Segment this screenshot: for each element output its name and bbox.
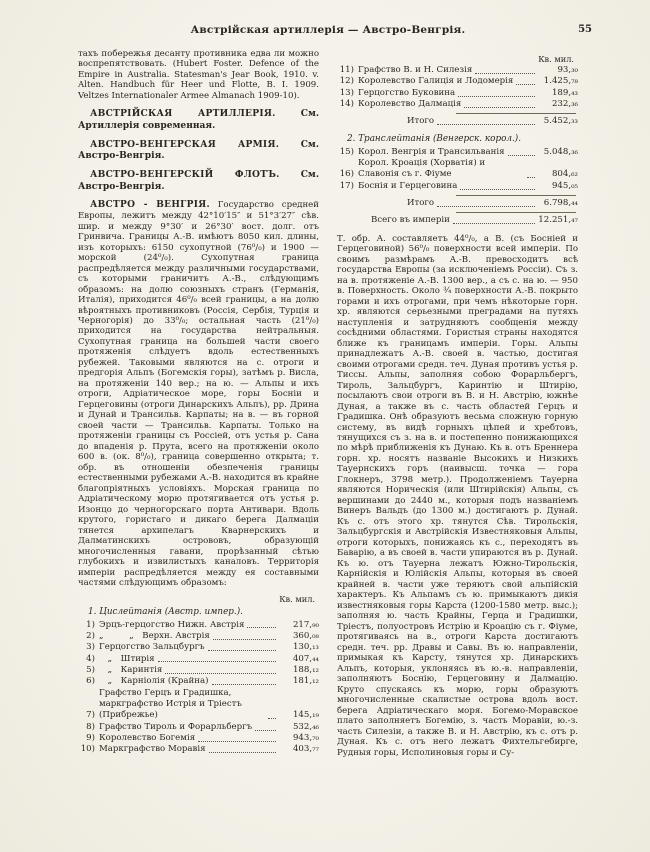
row-number: 5): [86, 664, 95, 675]
total-rule: [456, 212, 576, 213]
row-number: 2): [86, 630, 95, 641]
row-number: 16): [339, 169, 354, 180]
row-number: 14): [339, 99, 354, 110]
article-term: АВСТРО - ВЕНГРІЯ.: [90, 200, 210, 211]
dot-leader: [268, 718, 276, 719]
row-label: Маркграфство Моравія: [99, 744, 206, 755]
row-label: Боснія и Герцеговина: [358, 180, 458, 191]
cisleithania-table-right: [337, 65, 578, 110]
row-number: 9): [86, 733, 95, 744]
row-label: Графство Тироль и Форарльбергъ: [99, 721, 253, 732]
row-value: 1.425,₇₈: [543, 76, 578, 87]
dot-leader: [212, 684, 277, 685]
row-number: 17): [339, 180, 354, 191]
row-value: 804,₆₂: [551, 169, 578, 180]
row-label: „ Штирія: [99, 653, 155, 664]
cisleithania-title: 1. Цислейтанія (Австр. импер.).: [88, 606, 243, 617]
row-label: Корол. Венгрія и Трансильванія: [358, 146, 505, 157]
row-label: „ Карніолія (Крайна): [99, 676, 209, 687]
entry-reference: См. Австро-Венгрія.: [78, 168, 319, 192]
dot-leader: [527, 177, 535, 178]
dot-leader: [453, 223, 535, 224]
row-number: 8): [86, 721, 95, 732]
table-row: [78, 688, 319, 722]
dot-leader: [516, 84, 535, 85]
total-value: 5.452,₃₃: [543, 116, 578, 127]
dot-leader: [464, 107, 535, 108]
crossref-austro-hungarian-fleet: [78, 169, 319, 192]
row-value: 945,₀₅: [551, 180, 578, 191]
row-value: 360,₀₈: [292, 630, 319, 641]
row-label: Герцогство Зальцбургъ: [99, 642, 205, 653]
row-number: 4): [86, 653, 95, 664]
row-number: 13): [339, 87, 354, 98]
table-row: [337, 158, 578, 181]
running-header-title: Австрійская артиллерія — Австро-Венгрія.: [190, 24, 466, 36]
row-number: 11): [339, 65, 354, 75]
row-value: 403,₇₇: [292, 744, 319, 755]
row-label: Графство В. и Н. Силезія: [358, 65, 473, 75]
table-row: [78, 744, 319, 755]
row-number: 3): [86, 642, 95, 653]
total-rule: [456, 195, 576, 196]
unit-header-left: Кв. мил.: [279, 593, 315, 604]
dot-leader: [213, 639, 276, 640]
row-value: 5.048,₃₆: [543, 146, 578, 157]
table-row: [337, 181, 578, 192]
dot-leader: [208, 650, 276, 651]
article-continuation-paragraph: Т. обр. А. составляетъ 44⁰/₀, а В. (съ Босніей и Герцеговиной) 56⁰/₀ поверхности всей имперіи. По своимъ размѣрамъ А.-В. превосходитъ всѣ государства Европы (за исключеніемъ Россіи). Съ з. на в. протяженіе А.-В. 1300 вер., а съ с. на ю. — 950 в. Поверхность. Около ¾ поверхности А.-В. покрыто горами и ихъ отрогами, при чемъ нѣкоторые горн. хр. являются серьезными преградами на путяхъ наступленія и затрудняютъ сообщенія между сосѣдними областями. Гористыя страны находятся ближе къ границамъ имперіи. Горы. Альпы принадлежатъ А.-В. своей в. частью, достигая своими отрогами средн. теч. Дуная противъ устья р. Тиссы. Альпы, заполняя собою Форарльбергъ, Тироль, Зальцбургъ, Каринтію и Штирію, посылаютъ свои отроги въ В. и Н. Австрію, южнѣе Дуная, а также въ с. часть областей Герцъ и Градишка. Онѣ образуютъ весьма сложную горную систему, въ видѣ горныхъ цѣпей и хребтовъ, тянущихся съ з. на в. и постепенно понижающихся по мѣрѣ приближенія къ Дунаю. Къ в. отъ Бреннера горн. хр. носятъ названіе Высокихъ и Низкихъ Тауернскихъ горъ (наивысш. точка — гора Глокнеръ, 3798 метр.). Продолженіемъ Тауерна являются Норическія (или Штирійскія) Альпы, съ вершинами до 2440 м., которыя подъ названіемъ Винеръ Вальдъ (до 1300 м.) достигаютъ р. Дунай. Къ с. отъ этого хр. тянутся Сѣв. Тирольскія, Зальцбургскія и Австрійскія Известняковыя Альпы, отроги которыхъ, понижаясь къ с., переходятъ въ Баварію, а въ своей в. части упираются въ р. Дунай. Къ ю. отъ Тауерна лежатъ Южно-Тирольскія, Карнійскія и Юлійскія Альпы, которыя въ своей крайней в. части уже теряютъ свой альпійскій характеръ. Къ Альпамъ съ ю. примыкаютъ дикія известняковыя горы Карста (1200-1580 метр. выс.); заполняя ю. часть Крайны, Герца и Градишки, Тріестъ, полуостровъ Истрію и Кроацію съ г. Фіуме, протягиваясь на в., отроги Карста достигаютъ средн. теч. рр. Дравы и Савы. Въ ю. направленіи, примыкая къ Карсту, тянутся хр. Динарскихъ Альпъ, которыя, уклоняясь въ ю.-в. направленіи, заполняютъ Боснію, Герцеговину и Далмацію. Круто спускаясь къ морю, горы образуютъ многочисленные скалистые острова вдоль вост. берега Адріатическаго моря. Богемо-Моравское плато заполняетъ Богемію, з. часть Моравіи, ю.-з. часть Силезіи, а также В. и Н. Австрію, къ с. отъ р. Дуная. Къ с. отъ него лежатъ Фихтельгебирге, Рудныя горы, Исполиновыя горы и Су-: [337, 233, 578, 758]
table-row: [337, 88, 578, 99]
dot-leader: [255, 730, 276, 731]
transleithania-total-row: [337, 198, 578, 209]
dot-leader: [458, 96, 535, 97]
row-value: 232,₃₆: [551, 99, 578, 110]
right-column: [337, 49, 578, 758]
row-value: 130,₁₃: [292, 642, 319, 653]
table-row: [337, 99, 578, 110]
table-row: [78, 654, 319, 665]
cisleithania-total-row: [337, 116, 578, 127]
dot-leader: [508, 155, 535, 156]
dot-leader: [460, 189, 535, 190]
row-number: 1): [86, 619, 95, 630]
empire-grand-total-row: [337, 215, 578, 226]
table-row: [78, 665, 319, 676]
dot-leader: [165, 673, 276, 674]
total-label: Итого: [407, 116, 435, 127]
cisleithania-table-left: [78, 620, 319, 756]
row-value: 189,₄₃: [551, 87, 578, 98]
row-number: 15): [339, 146, 354, 157]
page-number: 55: [578, 24, 592, 35]
crossref-austrian-artillery: [78, 108, 319, 131]
row-label: „ „ Верхн. Австрія: [99, 630, 210, 641]
entry-reference: См. Артиллерія современная.: [78, 108, 320, 132]
table-row: [337, 65, 578, 76]
row-value: 93,₃₀: [557, 65, 578, 75]
row-label: Герцогство Буковина: [358, 87, 456, 98]
row-value: 188,₁₂: [292, 664, 319, 675]
row-number: 7): [86, 710, 95, 721]
entry-term: АВСТРО-ВЕНГЕРСКІЙ ФЛОТЪ.: [90, 168, 280, 180]
entry-term: АВСТРО-ВЕНГЕРСКАЯ АРМІЯ.: [90, 138, 280, 150]
row-label: Графство Герцъ и Градишка, маркграфство Истрія и Тріестъ (Прибрежье): [99, 687, 242, 721]
row-value: 943,₇₀: [292, 733, 319, 744]
table-row: [78, 631, 319, 642]
row-label: Королевство Богемія: [99, 733, 196, 744]
unit-header-right: Кв. мил.: [538, 54, 574, 64]
row-value: 532,₄₆: [292, 721, 319, 732]
article-austro-hungary: [78, 200, 319, 588]
continuation-paragraph: тахъ побережья десанту противника едва ли можно воспрепятствовать. (Hubert Foster. Defence of the Empire in Australia. Statesman's Jear Book, 1910. v. Alten. Handbuch für Heer und Flotte, B. I. 1909. Veltzes Internationaler Armee Almanach 1909-10).: [78, 49, 319, 101]
dot-leader: [198, 741, 276, 742]
row-value: 145,₁₉: [292, 710, 319, 721]
row-value: 181,₁₂: [292, 676, 319, 687]
row-number: 10): [80, 744, 95, 755]
dot-leader: [209, 752, 276, 753]
row-value: 217,₉₀: [292, 619, 319, 630]
total-label: Итого: [407, 198, 435, 209]
left-column: [78, 49, 319, 758]
grand-total-label: Всего въ имперіи: [371, 215, 450, 226]
table-row: [337, 76, 578, 87]
transleithania-title: 2. Транслейтанія (Венгерск. корол.).: [347, 133, 521, 144]
row-label: Королевство Галиція и Лодомерія: [358, 76, 514, 87]
table-row: [78, 676, 319, 687]
row-label: Королевство Далмація: [358, 99, 462, 110]
dot-leader: [247, 627, 276, 628]
entry-term: АВСТРІЙСКАЯ АРТИЛЛЕРІЯ.: [90, 108, 276, 120]
grand-total-value: 12.251,₄₇: [538, 215, 578, 226]
dot-leader: [437, 124, 535, 125]
table-row: [78, 642, 319, 653]
crossref-austro-hungarian-army: [78, 139, 319, 162]
transleithania-table: [337, 147, 578, 192]
dot-leader: [437, 206, 535, 207]
article-body-text: Государство средней Европы, лежитъ между 42°10′15″ и 51°3′27″ сѣв. шир. и между 9°30′ и 26°30′ вост. долг. отъ Гринвича. Границы А.-В. имѣютъ 8050 кил. длины, изъ которыхъ: 6150 сухопутной (76⁰/₀) и 1900 — морской (24⁰/₀). Сухопутная граница распредѣляется между различными государствами, съ которыми граничитъ А.-В., слѣдующимъ образомъ: на долю союзныхъ странъ (Германія, Италія), приходится 46⁰/₀ всей границы, а на долю вѣроятныхъ противниковъ (Россія, Сербія, Турція и Черногорія) до 33⁰/₀; остальная часть (21⁰/₀) приходится на государства нейтральныя. Сухопутная граница на большей части своего протяженія слѣдуетъ вдоль естественныхъ рубежей. Таковыми являются на с. отроги и предгорія Альпъ (Богемскія горы), затѣмъ р. Висла, на протяженіи 140 вер.; на ю. — Альпы и ихъ отроги, Адріатическое море, горы Босніи и Герцеговины (отроги Динарскихъ Альпъ), рр. Дрина и Дунай и Трансильв. Карпаты; на в. — въ горной своей части — Трансильв. Карпаты. Только на протяженіи границы съ Россіей, отъ устья р. Сана до впаденія р. Прута, всего на протяженіи около 600 в. (ок. 8⁰/₀), граница совершенно открыта; т. обр. въ отношеніи обезпеченія границы естественными рубежами А.-В. находится въ крайне благопріятныхъ условіяхъ. Морская граница по Адріатическому морю протягивается отъ устья р. Изонцо до черногорскаго порта Антивари. Вдоль крутого, гористаго и дикаго берега Далмаціи тянется архипелагъ Кварнерскихъ и Далматинскихъ острововъ, образующій многочисленныя гавани, прорѣзанный сѣтью глубокихъ и извилистыхъ каналовъ. Территорія имперіи распредѣляется между ея составными частями слѣдующимъ образомъ:: [78, 200, 319, 589]
table-row: [78, 722, 319, 733]
text-columns: [78, 49, 578, 758]
running-header: [78, 24, 592, 36]
row-number: 12): [339, 76, 354, 87]
table-row: [78, 620, 319, 631]
dot-leader: [475, 73, 535, 74]
row-label: Эрцъ-герцогство Нижн. Австрія: [99, 619, 245, 630]
entry-reference: См. Австро-Венгрія.: [78, 138, 319, 162]
row-number: 6): [86, 676, 95, 687]
table-row: [78, 733, 319, 744]
total-rule: [456, 113, 576, 114]
row-value: 407,₄₄: [292, 653, 319, 664]
table-row: [337, 147, 578, 158]
row-label: „ Каринтія: [99, 664, 163, 675]
dot-leader: [158, 661, 276, 662]
row-label: Корол. Кроація (Хорватія) и Славонія съ г. Фіуме: [358, 158, 486, 180]
total-value: 6.798,₄₄: [543, 198, 578, 209]
